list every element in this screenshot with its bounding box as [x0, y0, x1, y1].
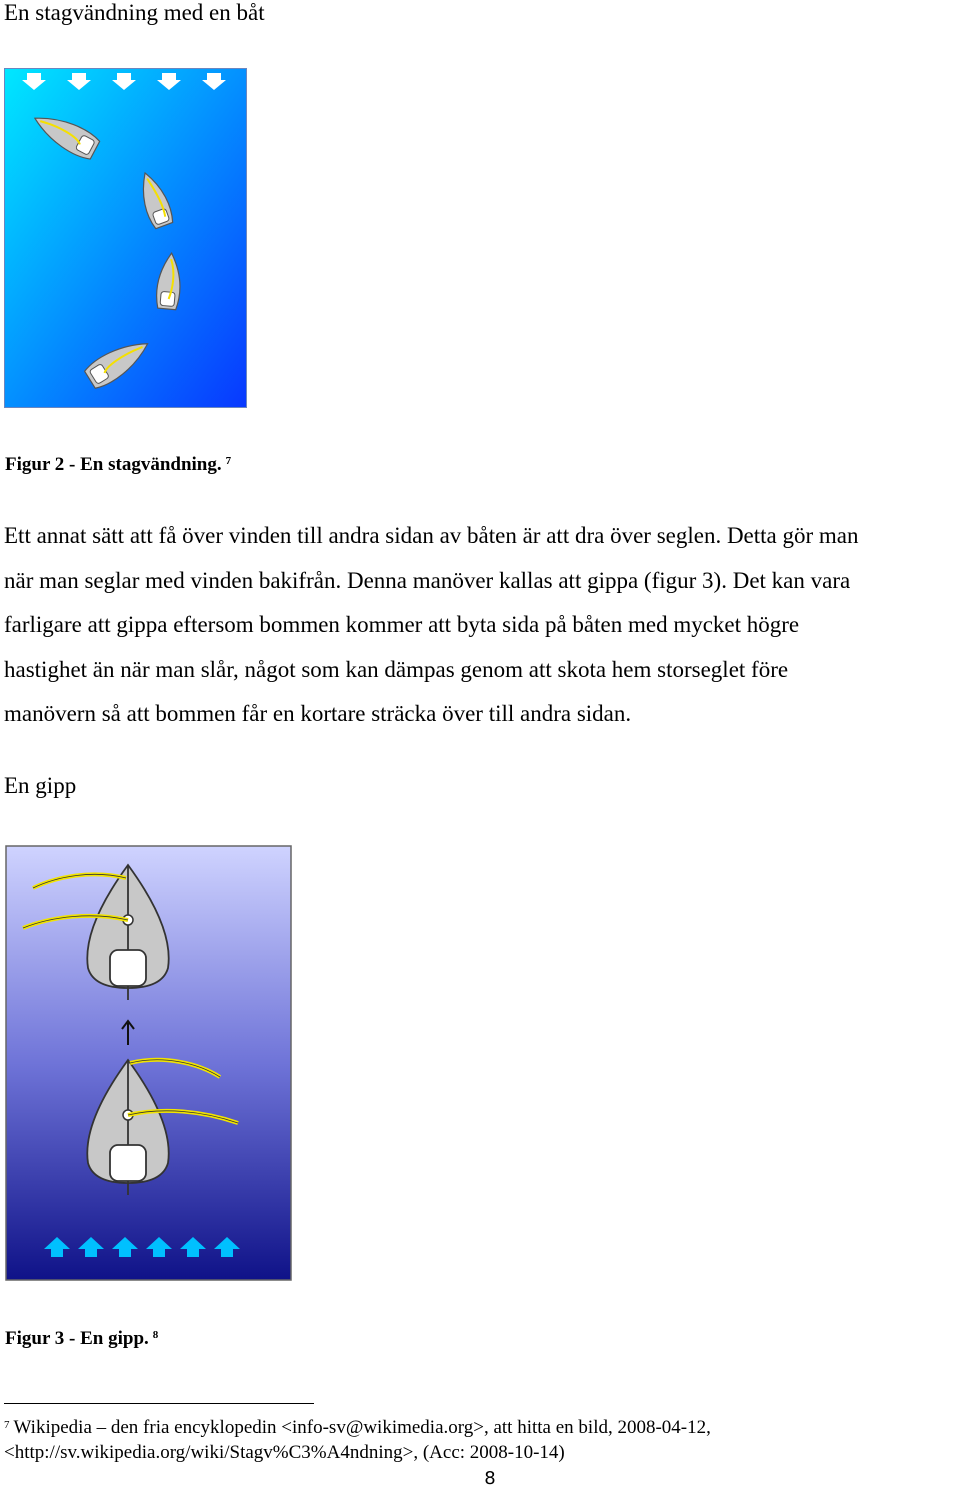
paragraph-line: manövern så att bommen får en kortare sträcka över till andra sidan.: [4, 701, 632, 726]
paragraph-line: hastighet än när man slår, något som kan dämpas genom att skota hem storseglet före: [4, 656, 789, 682]
figure-3-caption: [5, 1328, 158, 1350]
tacking-figure: [4, 68, 247, 408]
footnote-line-2[interactable]: <http://sv.wikipedia.org/wiki/Stagv%C3%A4ndning>, (Acc: 2008-10-14): [4, 1442, 565, 1463]
page-number: 8: [484, 1468, 496, 1489]
footnote-separator: [4, 1403, 314, 1404]
subheading: En gipp: [4, 773, 77, 798]
paragraph-line: när man seglar med vinden bakifrån. Denna manöver kallas att gippa (figur 3). Det kan vara: [4, 567, 851, 593]
section-heading: En stagvändning med en båt: [4, 0, 265, 25]
footnote-7: [4, 1415, 944, 1465]
caption-text: Figur 2 - En stagvändning.: [5, 454, 222, 475]
footnote-line-1: Wikipedia – den fria encyklopedin <info-sv@wikimedia.org>, att hitta en bild, 2008-04-12,: [13, 1417, 711, 1438]
jibe-figure: [5, 845, 292, 1281]
footnote-number: 7: [4, 1419, 10, 1431]
paragraph-line: Ett annat sätt att få över vinden till andra sidan av båten är att dra över seglen. Detta gör man: [4, 523, 859, 548]
figure-2-caption: [5, 454, 231, 476]
caption-text: Figur 3 - En gipp.: [5, 1328, 149, 1349]
footnote-ref-8[interactable]: 8: [152, 1329, 159, 1341]
body-paragraph: [4, 514, 960, 737]
paragraph-line: farligare att gippa eftersom bommen kommer att byta sida på båten med mycket högre: [4, 612, 800, 637]
footnote-ref-7[interactable]: 7: [225, 455, 232, 467]
